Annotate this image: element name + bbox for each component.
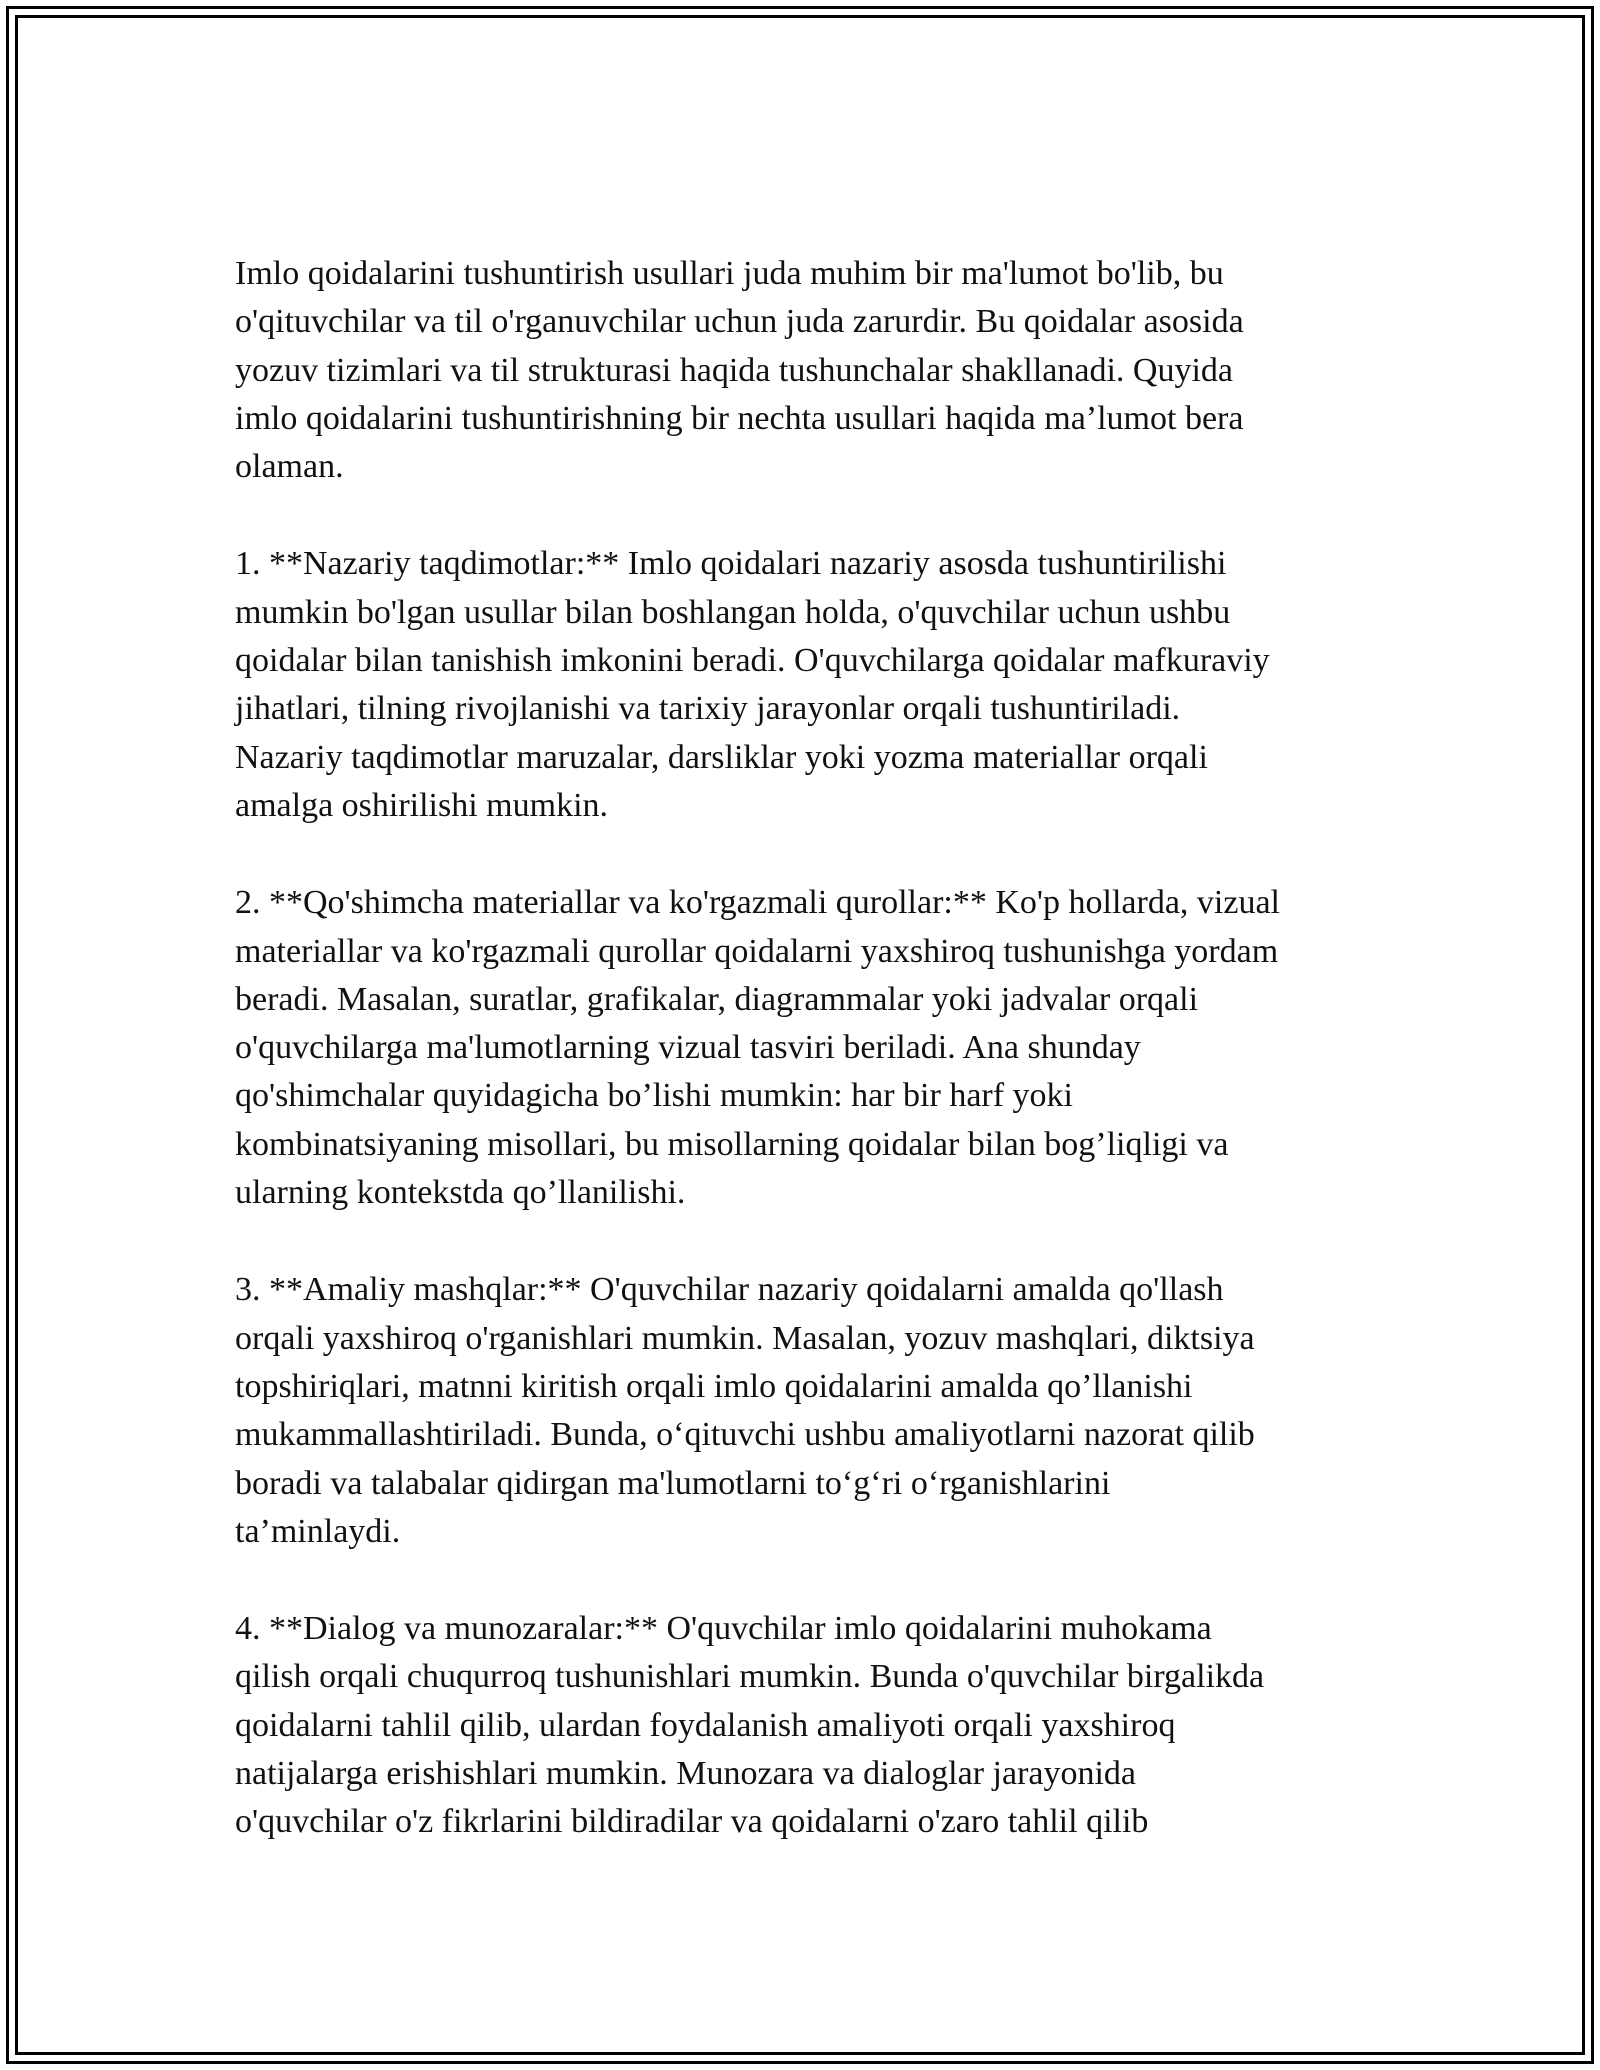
intro-paragraph: Imlo qoidalarini tushuntirish usullari juda muhim bir ma'lumot bo'lib, bu o'qituvchilar va til o'rganuvchilar uchun juda zarurdir. Bu qoidalar asosida yozuv tizimlari va til strukturasi haqida tushunchalar shakllanadi. Quyida imlo qoidalarini tushuntirishning bir nechta usullari haqida ma’lumot bera olaman. xyxy=(235,255,1244,486)
paragraph-nazariy-taqdimotlar: 1. **Nazariy taqdimotlar:** Imlo qoidalari nazariy asosda tushuntirilishi mumkin bo'lgan usullar bilan boshlangan holda, o'quvchilar uchun ushbu qoidalar bilan tanishish imkonini beradi. O'quvchilarga qoidalar mafkuraviy jihatlari, tilning rivojlanishi va tarixiy jarayonlar orqali tushuntiriladi. Nazariy taqdimotlar maruzalar, darsliklar yoki yozma materiallar orqali amalga oshirilishi mumkin. xyxy=(235,545,1270,824)
document-body xyxy=(235,250,1375,1896)
paragraph-dialog-munozaralar: 4. **Dialog va munozaralar:** O'quvchilar imlo qoidalarini muhokama qilish orqali chuqurroq tushunishlari mumkin. Bunda o'quvchilar birgalikda qoidalarni tahlil qilib, ulardan foydalanish amaliyoti orqali yaxshiroq natijalarga erishishlari mumkin. Munozara va dialoglar jarayonida o'quvchilar o'z fikrlarini bildiradilar va qoidalarni o'zaro tahlil qilib xyxy=(235,1610,1265,1841)
paragraph-qoshimcha-materiallar: 2. **Qo'shimcha materiallar va ko'rgazmali qurollar:** Ko'p hollarda, vizual materiallar va ko'rgazmali qurollar qoidalarni yaxshiroq tushunishga yordam beradi. Masalan, suratlar, grafikalar, diagrammalar yoki jadvalar orqali o'quvchilarga ma'lumotlarning vizual tasviri beriladi. Ana shunday qo'shimchalar quyidagicha bo’lishi mumkin: har bir harf yoki kombinatsiyaning misollari, bu misollarning qoidalar bilan bog’liqligi va ularning kontekstda qo’llanilishi. xyxy=(235,884,1280,1212)
paragraph-amaliy-mashqlar: 3. **Amaliy mashqlar:** O'quvchilar nazariy qoidalarni amalda qo'llash orqali yaxshiroq o'rganishlari mumkin. Masalan, yozuv mashqlari, diktsiya topshiriqlari, matnni kiritish orqali imlo qoidalarini amalda qo’llanishi mukammallashtiriladi. Bunda, o‘qituvchi ushbu amaliyotlarni nazorat qilib boradi va talabalar qidirgan ma'lumotlarni to‘g‘ri o‘rganishlarini ta’minlaydi. xyxy=(235,1271,1255,1550)
